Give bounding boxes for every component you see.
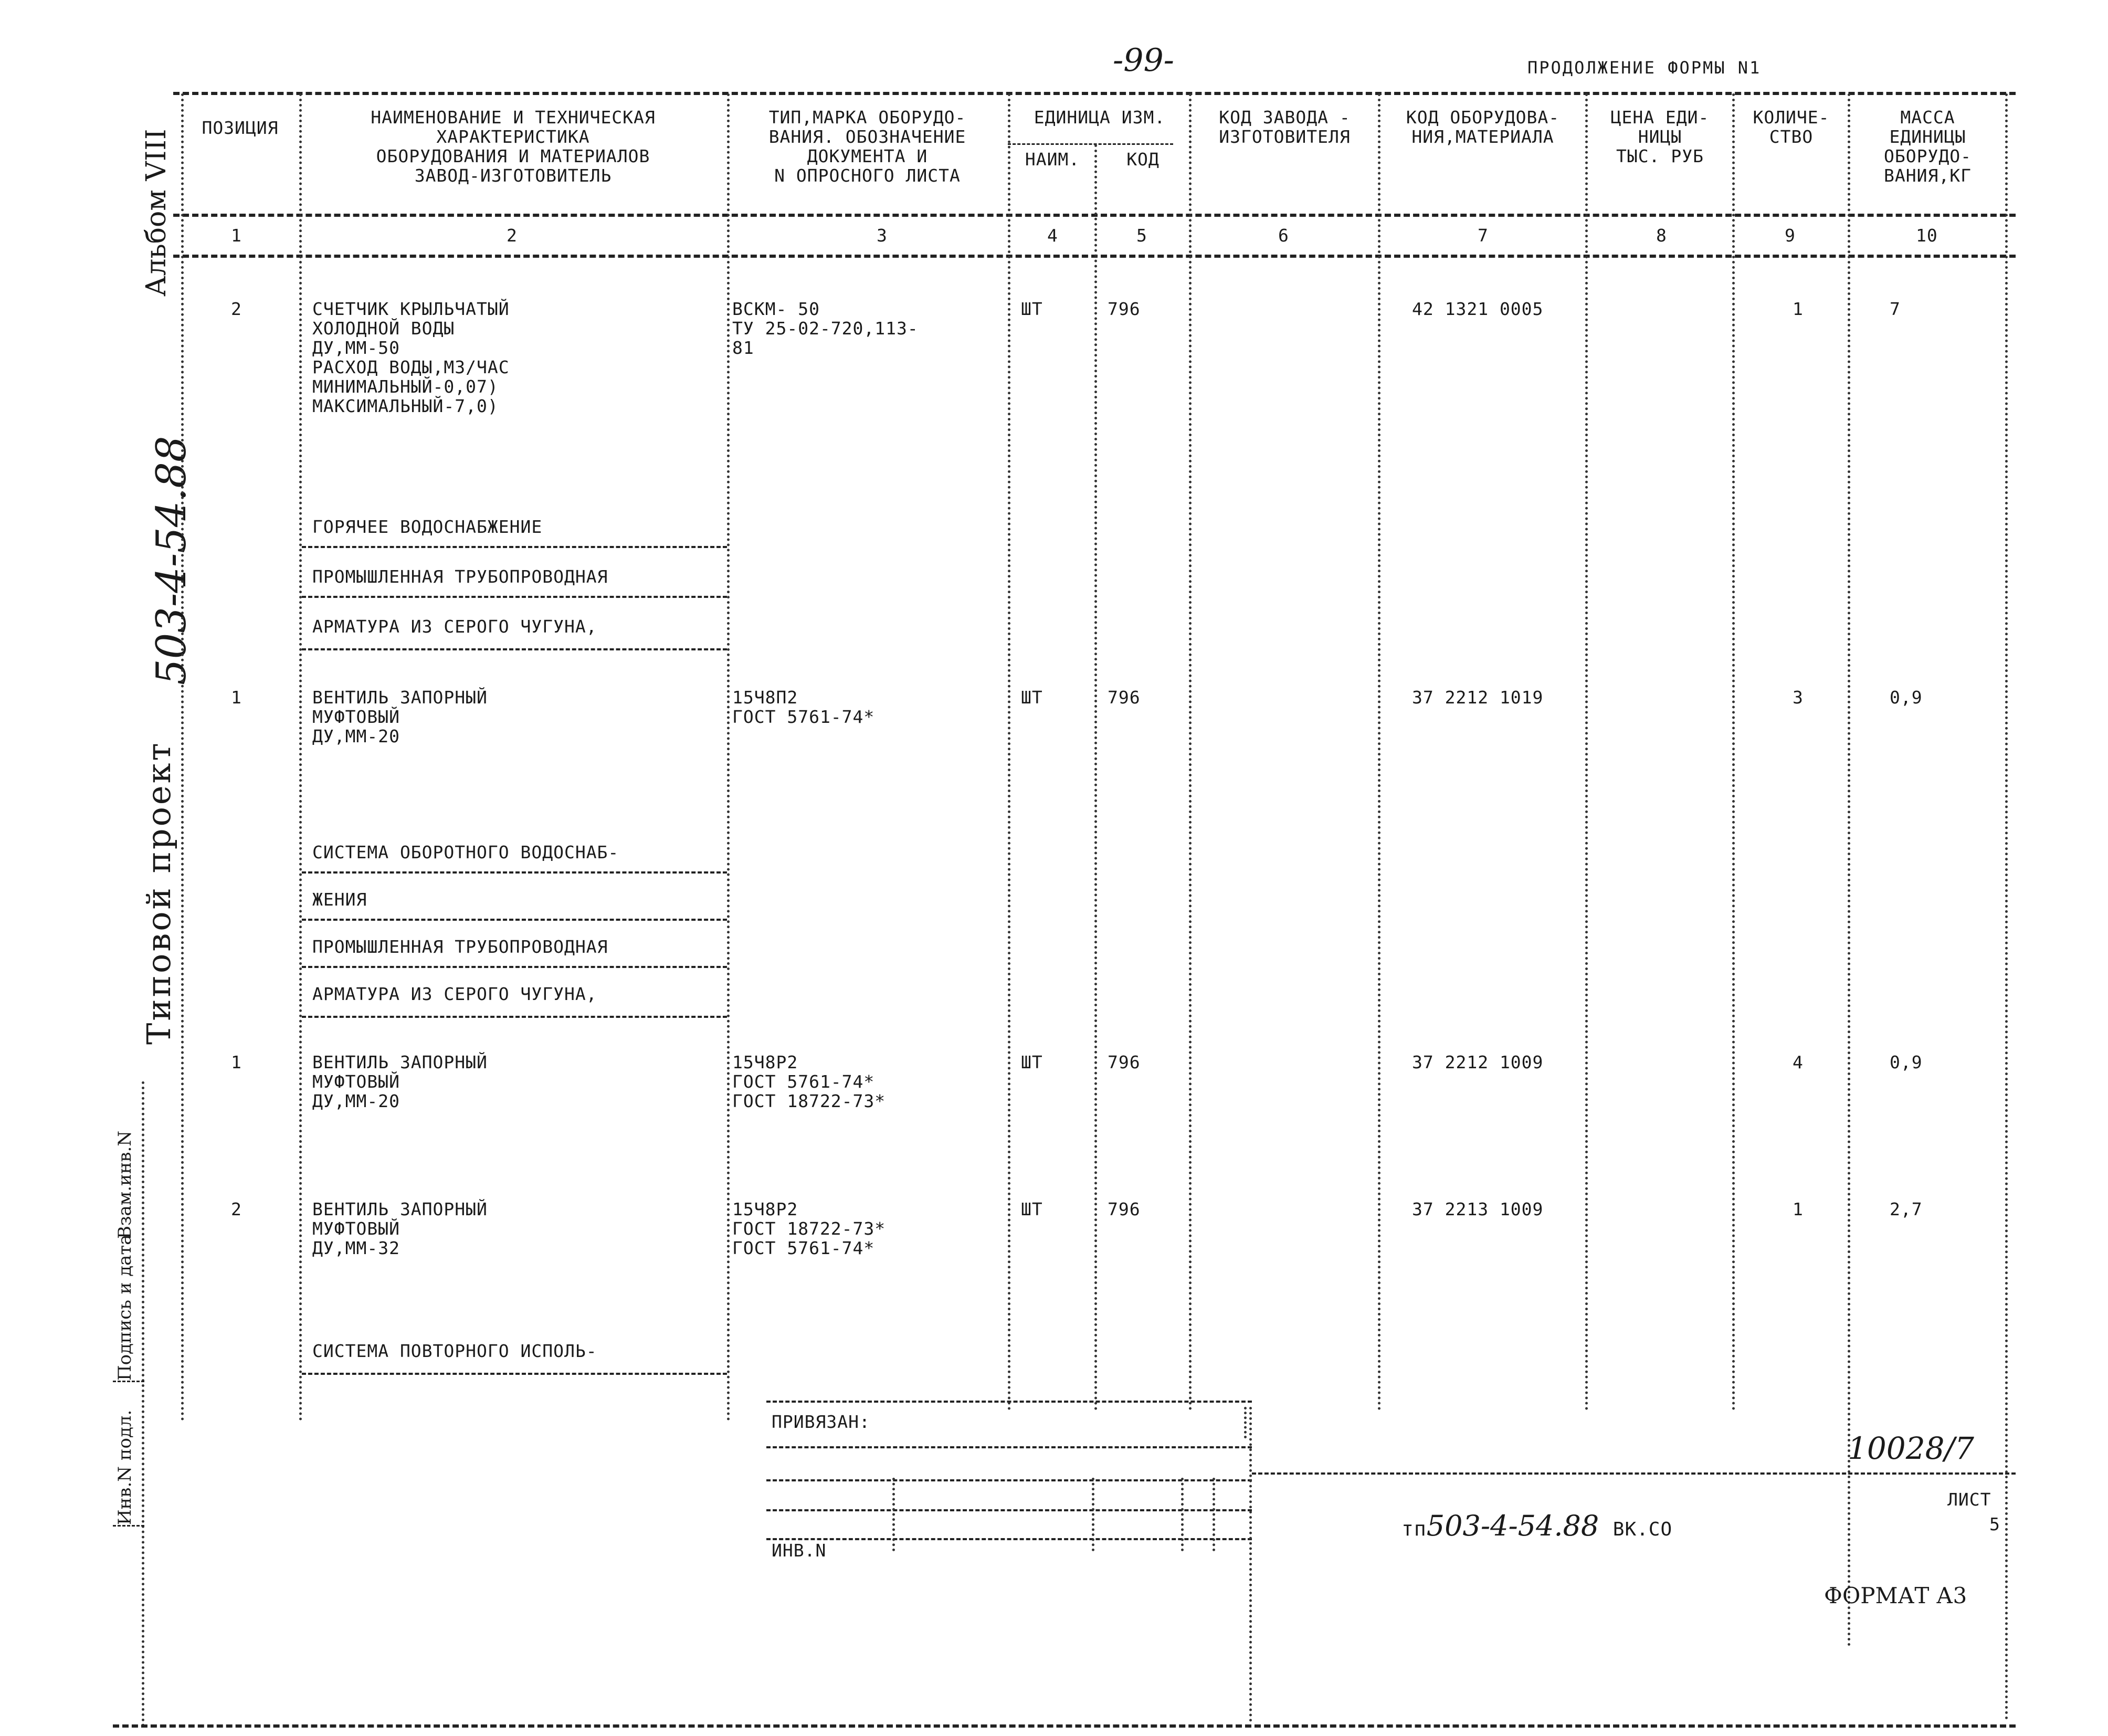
section-rule [302,1016,727,1018]
stamp-rule [766,1401,1252,1403]
row-quantity: 1 [1793,1199,1804,1219]
section-rule [302,966,727,968]
project-code-vertical: 503-4-54.88 [148,436,195,685]
stamp-tied-label: ПРИВЯЗАН: [772,1412,870,1432]
section-heading: ЖЕНИЯ [312,889,367,910]
format-label: ФОРМАТ А3 [1824,1583,1967,1608]
row-type: 15Ч8Р2 ГОСТ 5761-74* ГОСТ 18722-73* [732,1052,886,1111]
section-rule [302,546,727,548]
row-mass: 7 [1890,299,1901,319]
page-number: -99- [1113,42,1174,79]
row-equipment-code: 42 1321 0005 [1412,299,1544,319]
colnum-9: 9 [1785,225,1796,246]
col-sep [299,93,302,1422]
row-name: ВЕНТИЛЬ ЗАПОРНЫЙ МУФТОВЫЙ ДУ,ММ-20 [312,687,488,746]
header-quantity: КОЛИЧЕ- СТВО [1753,107,1830,147]
project-type-vertical: Типовой проект [140,741,178,1045]
stamp-sign-label: Подпись и дата [114,1234,135,1381]
section-heading: АРМАТУРА ИЗ СЕРОГО ЧУГУНА, [312,984,597,1004]
colnum-7: 7 [1478,225,1489,246]
stamp-swap-label: Взам.инв.N [114,1130,135,1239]
colnum-8: 8 [1656,225,1667,246]
row-unit: ШТ [1021,1052,1043,1072]
section-rule [302,1373,727,1375]
unit-subheader-rule [1008,143,1173,145]
row-mass: 0,9 [1890,687,1923,708]
col-sep [1378,93,1380,1411]
col-sep [2005,93,2008,1721]
stamp-divider [113,1381,144,1382]
section-heading: АРМАТУРА ИЗ СЕРОГО ЧУГУНА, [312,616,597,637]
header-unit-code: КОД [1126,149,1160,170]
row-position: 1 [231,1052,242,1072]
stamp-divider [1181,1478,1184,1551]
section-heading: СИСТЕМА ПОВТОРНОГО ИСПОЛЬ- [312,1341,597,1361]
stamp-divider [113,1525,144,1527]
col-sep [181,93,184,1422]
drawing-code-value: 503-4-54.88 [1426,1509,1599,1542]
stamp-rule [766,1538,1252,1540]
sheet-number: 5 [1989,1514,2000,1534]
colnum-3: 3 [877,225,888,246]
row-unit: ШТ [1021,687,1043,708]
section-rule [302,648,727,650]
row-quantity: 1 [1793,299,1804,319]
stamp-divider [1092,1478,1094,1551]
col-sep [1094,144,1097,1411]
col-sep [727,93,730,1422]
col-sep [1008,93,1010,1411]
header-name: НАИМЕНОВАНИЕ И ТЕХНИЧЕСКАЯ ХАРАКТЕРИСТИКА ОБОРУДОВАНИЯ И МАТЕРИАЛОВ ЗАВОД-ИЗГОТОВИТЕЛЬ [371,107,656,186]
stamp-rule [766,1446,1252,1448]
header-price: ЦЕНА ЕДИ- НИЦЫ ТЫС. РУБ [1610,107,1710,166]
stamp-divider [1244,1407,1247,1438]
header-unit: ЕДИНИЦА ИЗМ. [1034,107,1166,128]
row-unit: ШТ [1021,1199,1043,1219]
drawing-suffix: ВК.СО [1612,1519,1673,1540]
col-sep [1189,93,1192,1411]
row-unit: ШТ [1021,299,1043,319]
row-mass: 2,7 [1890,1199,1923,1219]
row-code: 796 [1108,1199,1141,1219]
row-position: 2 [231,299,242,319]
row-name: СЧЕТЧИК КРЫЛЬЧАТЫЙ ХОЛОДНОЙ ВОДЫ ДУ,ММ-50 РАСХОД ВОДЫ,М3/ЧАС МИНИМАЛЬНЫЙ-0,07) МАКСИМАЛЬНЫЙ-7,0) [312,299,510,416]
stamp-inv-label: Инв.N подл. [114,1409,135,1525]
row-position: 1 [231,687,242,708]
row-name: ВЕНТИЛЬ ЗАПОРНЫЙ МУФТОВЫЙ ДУ,ММ-32 [312,1199,488,1258]
table-top-rule [173,92,2016,95]
row-mass: 0,9 [1890,1052,1923,1072]
row-name: ВЕНТИЛЬ ЗАПОРНЫЙ МУФТОВЫЙ ДУ,ММ-20 [312,1052,488,1111]
header-factory-code: КОД ЗАВОДА - ИЗГОТОВИТЕЛЯ [1219,107,1351,147]
row-type: ВСКМ- 50 ТУ 25-02-720,113- 81 [732,299,919,358]
section-heading: ГОРЯЧЕЕ ВОДОСНАБЖЕНИЕ [312,517,543,537]
section-rule [302,919,727,921]
header-unit-name: НАИМ. [1025,149,1080,170]
drawing-code [1401,1509,1672,1542]
row-equipment-code: 37 2212 1009 [1412,1052,1544,1072]
stamp-rule [766,1509,1252,1511]
row-code: 796 [1108,1052,1141,1072]
colnum-10: 10 [1916,225,1938,246]
stamp-divider [1213,1478,1215,1551]
row-code: 796 [1108,687,1141,708]
section-rule [302,596,727,598]
colnum-2: 2 [507,225,518,246]
header-mass: МАССА ЕДИНИЦЫ ОБОРУДО- ВАНИЯ,КГ [1884,107,1972,186]
stamp-divider [142,1081,144,1727]
table-bottom-rule [113,1724,2016,1728]
header-type: ТИП,МАРКА ОБОРУДО- ВАНИЯ. ОБОЗНАЧЕНИЕ ДОКУМЕНТА И N ОПРОСНОГО ЛИСТА [768,107,966,186]
section-heading: ПРОМЫШЛЕННАЯ ТРУБОПРОВОДНАЯ [312,566,608,587]
section-heading: ПРОМЫШЛЕННАЯ ТРУБОПРОВОДНАЯ [312,937,608,957]
section-rule [302,871,727,874]
stamp-divider [892,1478,895,1551]
row-equipment-code: 37 2212 1019 [1412,687,1544,708]
row-type: 15Ч8П2 ГОСТ 5761-74* [732,687,875,727]
album-label: Альбом VIII [141,129,172,297]
header-position: ПОЗИЦИЯ [202,118,279,138]
row-type: 15Ч8Р2 ГОСТ 18722-73* ГОСТ 5761-74* [732,1199,886,1258]
colnum-4: 4 [1047,225,1058,246]
col-sep [1585,93,1588,1411]
row-position: 2 [231,1199,242,1219]
stamp-rule [1252,1472,2016,1475]
stamp-rule [766,1479,1252,1481]
drawing-prefix: тп [1401,1517,1427,1540]
col-sep [1732,93,1735,1411]
colnum-1: 1 [231,225,242,246]
row-code: 796 [1108,299,1141,319]
row-quantity: 3 [1793,687,1804,708]
row-quantity: 4 [1793,1052,1804,1072]
row-equipment-code: 37 2213 1009 [1412,1199,1544,1219]
stamp-inv-label: ИНВ.N [772,1540,827,1561]
continuation-title: ПРОДОЛЖЕНИЕ ФОРМЫ N1 [1527,58,1762,78]
document-number: 10028/7 [1848,1430,1974,1466]
colnum-5: 5 [1136,225,1147,246]
sheet-label: ЛИСТ [1947,1489,1991,1510]
section-heading: СИСТЕМА ОБОРОТНОГО ВОДОСНАБ- [312,842,619,862]
header-equipment-code: КОД ОБОРУДОВА- НИЯ,МАТЕРИАЛА [1406,107,1560,147]
colnum-6: 6 [1278,225,1289,246]
col-sep [1848,93,1850,1647]
stamp-divider [1249,1407,1252,1722]
